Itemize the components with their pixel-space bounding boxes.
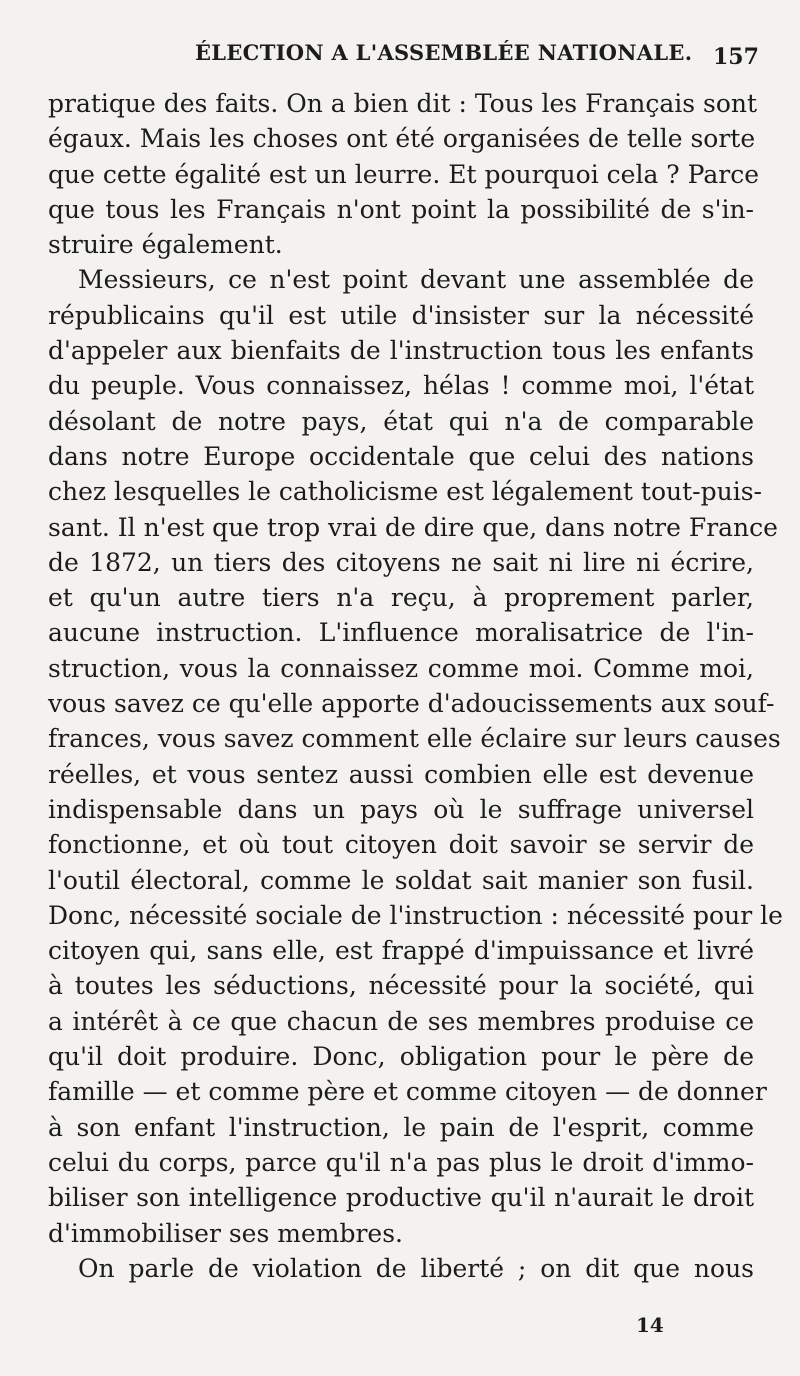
text-line: a intérêt à ce que chacun de ses membres produise ce <box>48 1006 754 1036</box>
text-line: biliser son intelligence productive qu'il n'aurait le droit <box>48 1183 754 1213</box>
text-line: que cette égalité est un leurre. Et pourquoi cela ? Parce <box>48 159 759 189</box>
text-line: qu'il doit produire. Donc, obligation pour le père de <box>48 1042 754 1072</box>
text-line: du peuple. Vous connaissez, hélas ! comme moi, l'état <box>48 371 754 401</box>
text-line: famille — et comme père et comme citoyen — de donner <box>48 1077 767 1107</box>
text-line: pratique des faits. On a bien dit : Tous les Français sont <box>48 89 758 118</box>
text-line: citoyen qui, sans elle, est frappé d'impuissance et livré <box>48 936 754 966</box>
text-line: chez lesquelles le catholicisme est légalement tout-puis- <box>48 477 762 507</box>
page-number: 157 <box>713 44 759 70</box>
text-line: d'appeler aux bienfaits de l'instruction tous les enfants <box>48 336 754 366</box>
text-line: frances, vous savez comment elle éclaire sur leurs causes <box>48 724 781 754</box>
text-line: fonctionne, et où tout citoyen doit savoir se servir de <box>48 830 754 860</box>
text-line: l'outil électoral, comme le soldat sait manier son fusil. <box>48 865 754 895</box>
text-line: struction, vous la connaissez comme moi. Comme moi, <box>48 653 754 683</box>
text-line: struire également. <box>48 230 283 260</box>
text-line: indispensable dans un pays où le suffrage universel <box>48 794 754 824</box>
text-line: sant. Il n'est que trop vrai de dire que, dans notre France <box>48 512 778 542</box>
text-line: aucune instruction. L'influence moralisatrice de l'in- <box>48 618 754 648</box>
text-line: à son enfant l'instruction, le pain de l'esprit, comme <box>48 1112 754 1142</box>
text-line: que tous les Français n'ont point la possibilité de s'in- <box>48 194 754 224</box>
running-title: ÉLECTION A L'ASSEMBLÉE NATIONALE. <box>195 40 693 65</box>
text-line: Messieurs, ce n'est point devant une assemblée de <box>78 265 754 295</box>
text-line: désolant de notre pays, état qui n'a de comparable <box>48 406 754 436</box>
text-line: dans notre Europe occidentale que celui des nations <box>48 441 754 471</box>
text-line: réelles, et vous sentez aussi combien elle est devenue <box>48 759 754 789</box>
text-line: et qu'un autre tiers n'a reçu, à proprement parler, <box>48 583 754 613</box>
text-line: républicains qu'il est utile d'insister sur la nécessité <box>48 300 754 330</box>
text-line: vous savez ce qu'elle apporte d'adoucissements aux souf- <box>48 689 775 719</box>
text-line: à toutes les séductions, nécessité pour la société, qui <box>48 971 754 1001</box>
body-text <box>48 86 783 1286</box>
text-line: de 1872, un tiers des citoyens ne sait ni lire ni écrire, <box>48 547 754 577</box>
text-line: celui du corps, parce qu'il n'a pas plus le droit d'immo- <box>48 1147 754 1177</box>
text-line: On parle de violation de liberté ; on dit que nous <box>78 1253 754 1283</box>
signature-mark: 14 <box>636 1313 664 1337</box>
text-line: d'immobiliser ses membres. <box>48 1218 403 1248</box>
text-line: Donc, nécessité sociale de l'instruction : nécessité pour le <box>48 900 783 930</box>
text-line: égaux. Mais les choses ont été organisées de telle sorte <box>48 124 756 154</box>
